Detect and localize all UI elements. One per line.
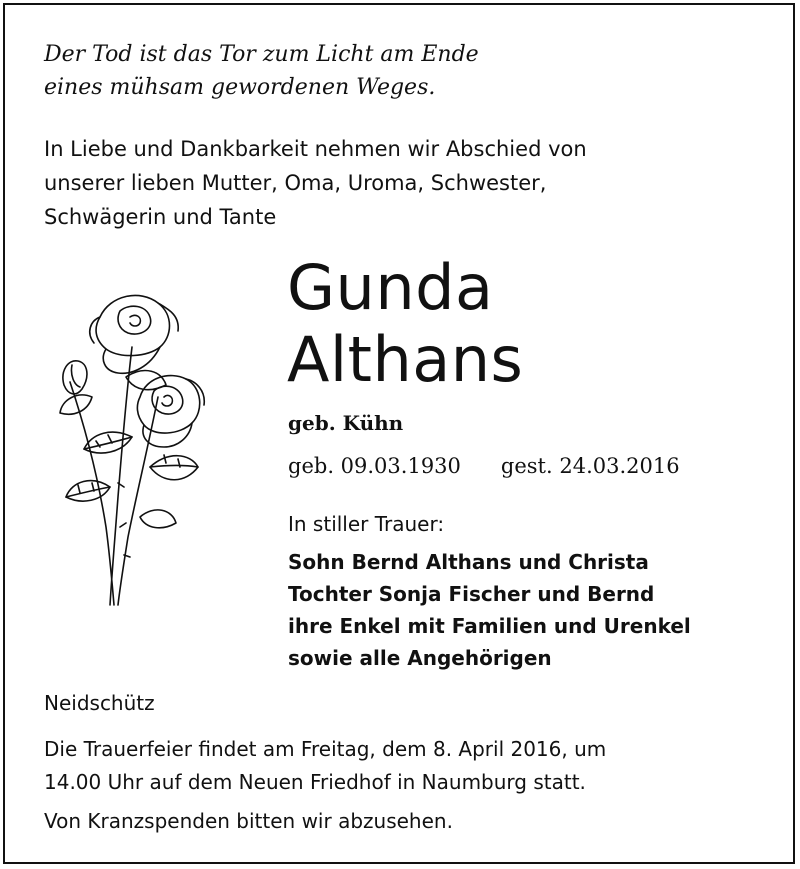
maiden-name: geb. Kühn bbox=[288, 411, 404, 435]
deceased-name bbox=[287, 252, 523, 396]
mourners-list bbox=[288, 546, 691, 674]
last-name: Althans bbox=[287, 323, 524, 396]
ceremony-line: 14.00 Uhr auf dem Neuen Friedhof in Naumburg statt. bbox=[44, 770, 586, 794]
intro-line: Schwägerin und Tante bbox=[44, 205, 277, 229]
birth-date: geb. 09.03.1930 bbox=[288, 454, 461, 478]
ceremony-line: Die Trauerfeier findet am Freitag, dem 8. April 2016, um bbox=[44, 737, 607, 761]
quote-line: Der Tod ist das Tor zum Licht am Ende bbox=[44, 42, 479, 67]
mourner-line: Sohn Bernd Althans und Christa bbox=[288, 550, 649, 574]
first-name: Gunda bbox=[287, 251, 494, 324]
mourner-line: Tochter Sonja Fischer und Bernd bbox=[288, 582, 655, 606]
intro-text bbox=[44, 132, 587, 234]
death-date: gest. 24.03.2016 bbox=[500, 454, 680, 478]
quote-line: eines mühsam gewordenen Weges. bbox=[44, 75, 436, 100]
life-dates bbox=[288, 454, 680, 478]
ceremony-info bbox=[44, 733, 606, 799]
intro-line: unserer lieben Mutter, Oma, Uroma, Schwester, bbox=[44, 171, 547, 195]
wreath-note: Von Kranzspenden bitten wir abzusehen. bbox=[44, 809, 453, 833]
intro-line: In Liebe und Dankbarkeit nehmen wir Abschied von bbox=[44, 137, 587, 161]
place-name: Neidschütz bbox=[44, 691, 155, 715]
opening-quote bbox=[44, 38, 479, 104]
mourner-line: ihre Enkel mit Familien und Urenkel bbox=[288, 614, 691, 638]
rose-icon bbox=[40, 287, 210, 607]
mourner-line: sowie alle Angehörigen bbox=[288, 646, 552, 670]
mourners-label: In stiller Trauer: bbox=[288, 512, 445, 536]
